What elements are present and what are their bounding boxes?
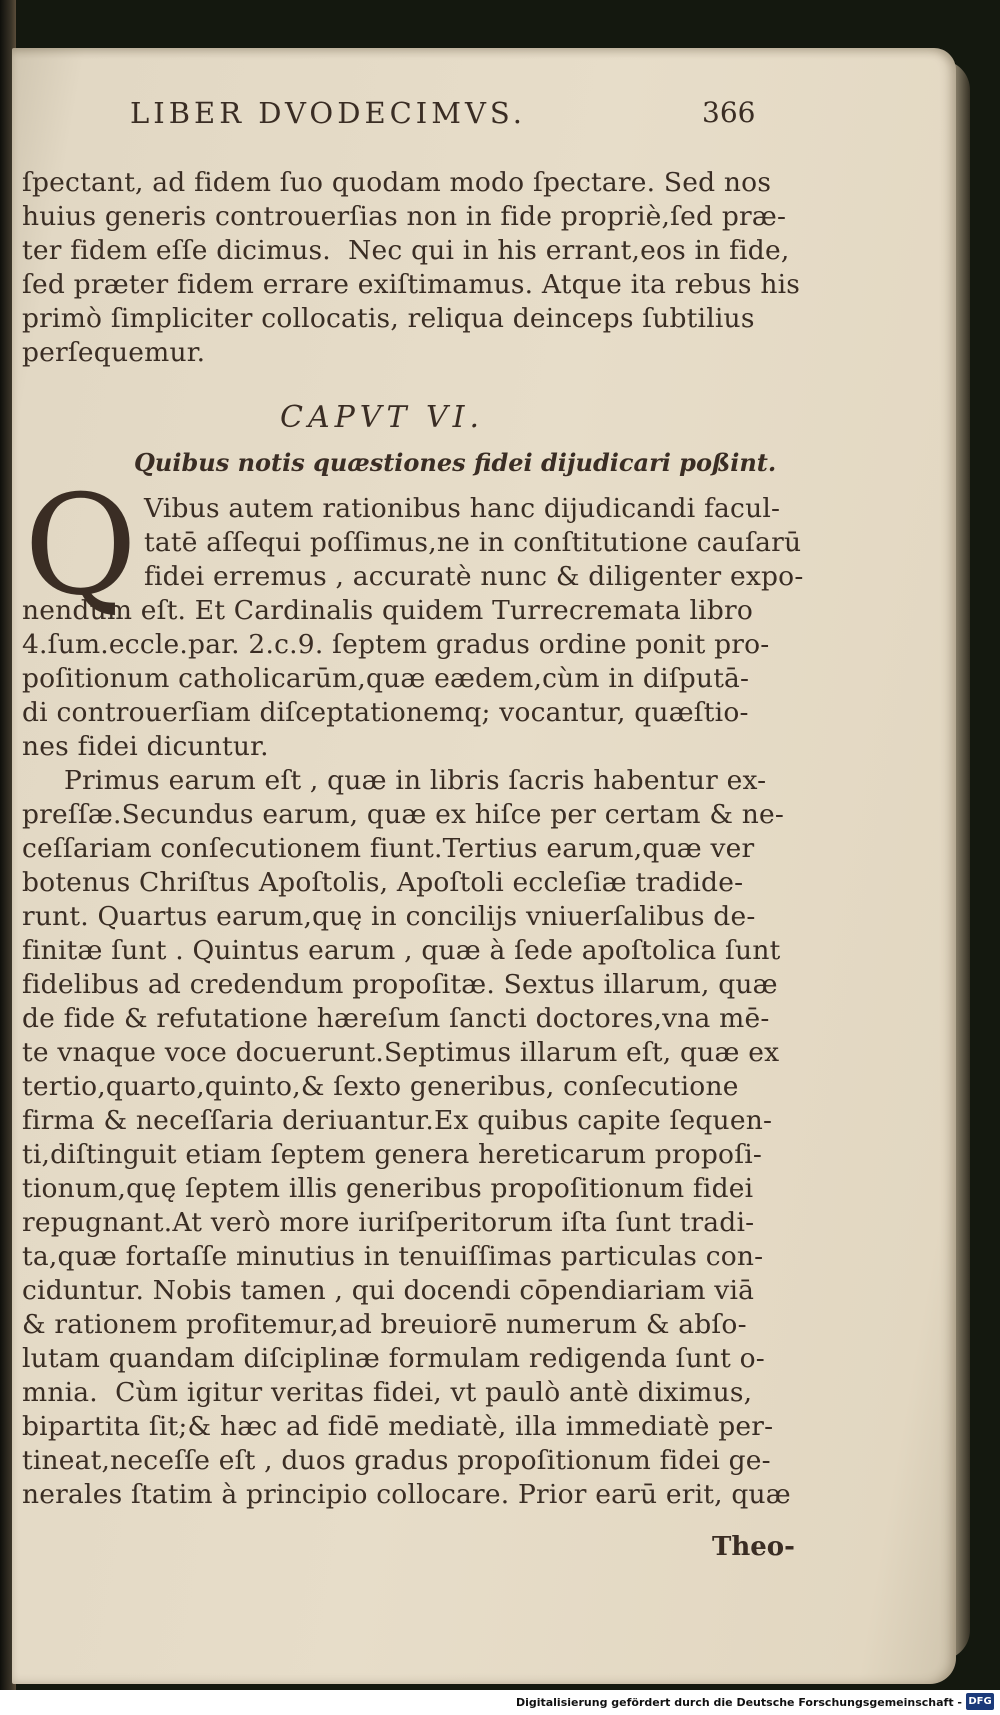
catchword: Theo- [712,1532,795,1562]
text-line: ſpectant, ad fidem ſuo quodam modo ſpectare. Sed nos [22,167,772,198]
text-line: ter fidem eſſe dicimus. Nec qui in his errant,eos in fide, [22,235,790,266]
text-line: tineat,neceſſe eſt , duos gradus propoſitionum fidei ge- [22,1445,771,1476]
text-line: 4.ſum.eccle.par. 2.c.9. ſeptem gradus ordine ponit pro- [22,629,770,660]
text-line: firma & neceſſaria deriuantur.Ex quibus capite ſequen- [22,1105,773,1136]
text-line: botenus Chriſtus Apoſtolis, Apoſtoli eccleſiæ tradide- [22,867,744,898]
text-line: de fide & refutatione hæreſum ſancti doctores,vna mē- [22,1003,770,1034]
text-line: fidei erremus , accuratè nunc & diligenter expo- [144,561,804,592]
text-line: ta,quæ fortaſſe minutius in tenuiſſimas particulas con- [22,1241,764,1272]
text-line: perſequemur. [22,337,206,368]
page-text [12,0,956,1636]
text-line: ceſſariam conſecutionem fiunt.Tertius earum,quæ ver [22,833,755,864]
text-line: huius generis controuerſias non in fide propriè,ſed præ- [22,201,787,232]
text-line: di controuerſiam diſceptationemq; vocantur, quæſtio- [22,697,749,728]
text-line: preſſæ.Secundus earum, quæ ex hiſce per certam & ne- [22,799,785,830]
text-line: & rationem profitemur,ad breuiorē numerum & abſo- [22,1309,747,1340]
text-line: repugnant.At verò more iuriſperitorum iſta ſunt tradi- [22,1207,755,1238]
chapter-subtitle: Quibus notis quæstiones fidei dijudicari poßint. [134,448,777,477]
text-line: finitæ ſunt . Quintus earum , quæ à ſede apoſtolica ſunt [22,935,781,966]
text-line: fidelibus ad credendum propoſitæ. Sextus illarum, quæ [22,969,778,1000]
text-line: bipartita ſit;& hæc ad fidē mediatè, illa immediatè per- [22,1411,774,1442]
text-line: te vnaque voce docuerunt.Septimus illarum eſt, quæ ex [22,1037,780,1068]
folio-number: 366 [702,96,756,129]
text-line: ciduntur. Nobis tamen , qui docendi cōpendiariam viā [22,1275,755,1306]
dfg-credit: Digitalisierung gefördert durch die Deutsche Forschungsgemeinschaft - [515,1696,962,1709]
text-line: Primus earum eſt , quæ in libris ſacris habentur ex- [64,765,767,796]
text-line: primò ſimpliciter collocatis, reliqua deinceps ſubtilius [22,303,755,334]
text-line: poſitionum catholicarūm,quæ eædem,cùm in diſputā- [22,663,750,694]
text-line: nerales ſtatim à principio collocare. Prior earū erit, quæ [22,1479,791,1510]
text-line: tertio,quarto,quinto,& ſexto generibus, conſecutione [22,1071,739,1102]
text-line: tionum,quę ſeptem illis generibus propoſitionum fidei [22,1173,754,1204]
dfg-logo: DFG [966,1693,994,1710]
text-line: ſed præter fidem errare exiſtimamus. Atque ita rebus his [22,269,801,300]
running-title: LIBER DVODECIMVS. [130,96,526,130]
text-line: nes fidei dicuntur. [22,731,269,762]
text-line: Vibus autem rationibus hanc dijudicandi facul- [144,493,781,524]
text-line: runt. Quartus earum,quę in concilijs vniuerſalibus de- [22,901,756,932]
text-line: mnia. Cùm igitur veritas fidei, vt paulò antè diximus, [22,1377,753,1408]
text-line: tatē aſſequi poſſimus,ne in conſtitutione cauſarū [144,527,802,558]
text-line: lutam quandam diſciplinæ formulam redigenda ſunt o- [22,1343,765,1374]
text-line: ti,diſtinguit etiam ſeptem genera hereticarum propoſi- [22,1139,763,1170]
text-line: nendum eſt. Et Cardinalis quidem Turrecremata libro [22,595,754,626]
chapter-title: CAPVT VI. [280,400,485,435]
drop-capital: Q [24,465,138,626]
